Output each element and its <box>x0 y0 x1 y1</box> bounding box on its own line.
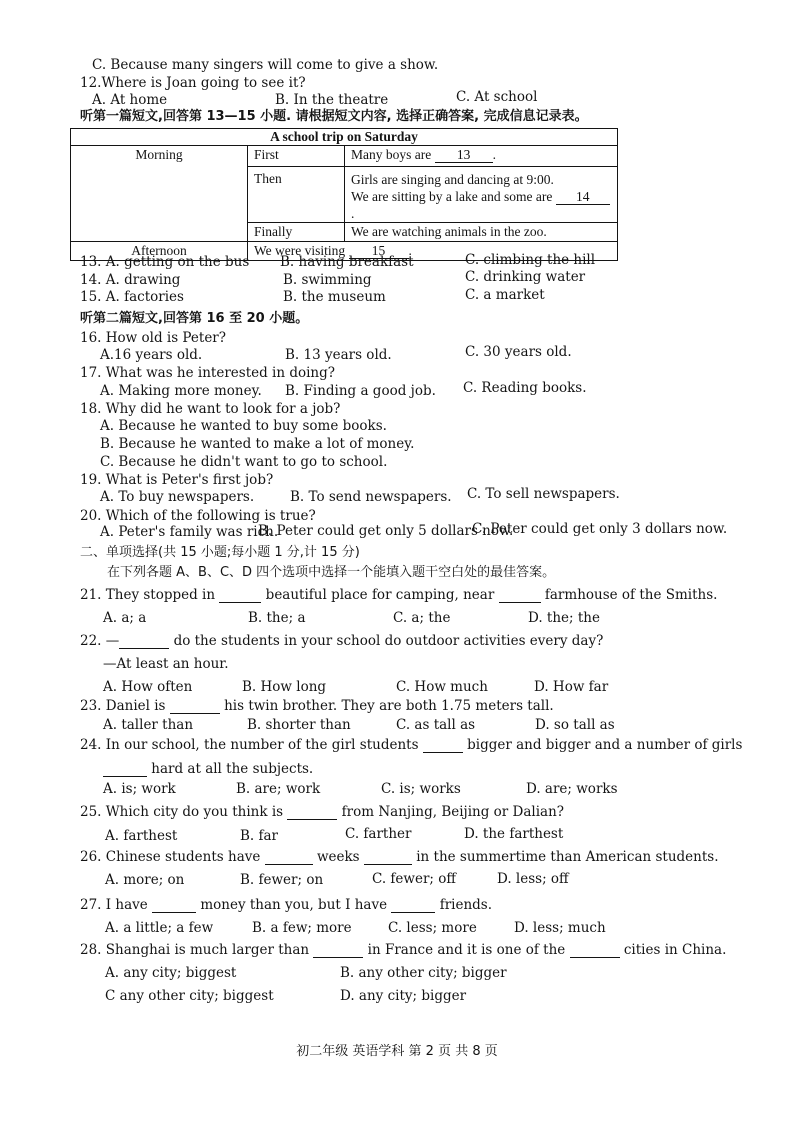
q23-option-b: B. shorter than <box>247 717 351 733</box>
q28-part-2: in France and it is one of the <box>367 942 566 958</box>
q24-option-a: A. is; work <box>103 781 176 797</box>
q22-reply: —At least an hour. <box>103 656 229 672</box>
q19-stem: 19. What is Peter's first job? <box>80 472 274 488</box>
section-listening-1-heading: 听第一篇短文,回答第 13—15 小题. 请根据短文内容, 选择正确答案, 完成信息记录表。 <box>80 109 588 124</box>
q24-option-b: B. are; work <box>236 781 321 797</box>
q28-part-3: cities in China. <box>623 942 727 958</box>
q16-stem: 16. How old is Peter? <box>80 330 226 346</box>
q12-option-b: B. In the theatre <box>275 92 389 108</box>
q21-blank-2 <box>499 588 541 603</box>
q24-blank-2 <box>103 762 147 777</box>
q17-option-c: C. Reading books. <box>463 380 587 396</box>
q25-part-2: from Nanjing, Beijing or Dalian? <box>341 804 565 820</box>
table-title: A school trip on Saturday <box>71 129 618 146</box>
q21-option-c: C. a; the <box>393 610 451 626</box>
q19-option-a: A. To buy newspapers. <box>100 489 255 505</box>
q23-part-1: 23. Daniel is <box>80 698 166 714</box>
q14-option-b: B. swimming <box>283 272 372 288</box>
q26-option-c: C. fewer; off <box>372 871 456 887</box>
q19-option-c: C. To sell newspapers. <box>467 486 620 502</box>
q24-part-1: 24. In our school, the number of the girl students <box>80 737 419 753</box>
q16-option-b: B. 13 years old. <box>285 347 392 363</box>
q18-option-a: A. Because he wanted to buy some books. <box>100 418 387 434</box>
q27-stem <box>80 897 492 914</box>
then-line-2-wrap: We are sitting by a lake and some are 14. <box>351 188 611 222</box>
q23-option-c: C. as tall as <box>396 717 476 733</box>
q21-option-d: D. the; the <box>528 610 600 626</box>
then-label: Then <box>248 167 345 223</box>
q23-option-a: A. taller than <box>103 717 194 733</box>
q13-option-c: C. climbing the hill <box>465 252 596 268</box>
q22-stem <box>80 633 603 650</box>
q25-blank <box>287 805 337 820</box>
q17-stem: 17. What was he interested in doing? <box>80 365 336 381</box>
school-trip-table <box>70 128 618 261</box>
first-text: Many boys are <box>351 147 432 162</box>
q27-part-2: money than you, but I have <box>200 897 388 913</box>
q21-part-2: beautiful place for camping, near <box>265 587 495 603</box>
q26-part-1: 26. Chinese students have <box>80 849 261 865</box>
q12-option-c: C. At school <box>456 89 538 105</box>
then-content <box>345 167 618 223</box>
q26-option-b: B. fewer; on <box>240 872 324 888</box>
q25-part-1: 25. Which city do you think is <box>80 804 284 820</box>
q25-option-d: D. the farthest <box>464 826 564 842</box>
q28-option-d: D. any city; bigger <box>340 988 467 1004</box>
q15-option-a: 15. A. factories <box>80 289 184 305</box>
page-footer: 初二年级 英语学科 第 2 页 共 8 页 <box>296 1044 498 1059</box>
q21-part-1: 21. They stopped in <box>80 587 216 603</box>
q22-option-b: B. How long <box>242 679 327 695</box>
q27-part-3: friends. <box>439 897 493 913</box>
q23-blank <box>170 699 220 714</box>
q25-option-a: A. farthest <box>105 828 178 844</box>
q12-stem: 12.Where is Joan going to see it? <box>80 75 306 91</box>
q14-option-c: C. drinking water <box>465 269 586 285</box>
q28-option-b: B. any other city; bigger <box>340 965 507 981</box>
first-label: First <box>248 146 345 167</box>
q23-stem <box>80 698 554 715</box>
q17-option-b: B. Finding a good job. <box>285 383 436 399</box>
q16-option-c: C. 30 years old. <box>465 344 572 360</box>
q16-option-a: A.16 years old. <box>100 347 203 363</box>
q21-stem <box>80 587 717 604</box>
q13-option-a: 13. A. getting on the bus <box>80 254 250 270</box>
q24-stem <box>80 737 742 754</box>
q15-option-b: B. the museum <box>283 289 386 305</box>
afternoon-cell: Afternoon <box>71 242 248 261</box>
q25-stem <box>80 804 564 821</box>
q28-option-a: A. any city; biggest <box>105 965 237 981</box>
q23-option-d: D. so tall as <box>535 717 615 733</box>
then-line-1: Girls are singing and dancing at 9:00. <box>351 172 554 187</box>
q22-part-1: 22. — <box>80 633 120 649</box>
blank-14: 14 <box>556 190 610 205</box>
q21-blank-1 <box>219 588 261 603</box>
blank-13: 13 <box>435 148 493 163</box>
q23-part-2: his twin brother. They are both 1.75 meters tall. <box>224 698 554 714</box>
afternoon-text: We were visiting <box>254 243 346 258</box>
q27-blank-2 <box>391 898 435 913</box>
first-content: Many boys are 13 . <box>345 146 618 167</box>
q18-option-c: C. Because he didn't want to go to school. <box>100 454 388 470</box>
q22-part-2: do the students in your school do outdoor activities every day? <box>173 633 604 649</box>
section-2-instructions: 在下列各题 A、B、C、D 四个选项中选择一个能填入题干空白处的最佳答案。 <box>107 565 556 580</box>
q28-stem <box>80 942 726 959</box>
q20-option-b: B. Peter could get only 5 dollars now. <box>258 523 514 539</box>
q21-option-a: A. a; a <box>103 610 147 626</box>
q28-blank-1 <box>313 943 363 958</box>
q27-option-b: B. a few; more <box>252 920 352 936</box>
q28-blank-2 <box>570 943 620 958</box>
section-listening-2-heading: 听第二篇短文,回答第 16 至 20 小题。 <box>80 311 309 326</box>
q24-option-d: D. are; works <box>526 781 618 797</box>
q27-option-c: C. less; more <box>388 920 477 936</box>
q20-option-c: C. Peter could get only 3 dollars now. <box>472 521 728 537</box>
q26-blank-2 <box>364 850 412 865</box>
q20-stem: 20. Which of the following is true? <box>80 508 316 524</box>
q18-stem: 18. Why did he want to look for a job? <box>80 401 341 417</box>
q20-option-a: A. Peter's family was rich. <box>100 524 279 540</box>
q24-part-3: hard at all the subjects. <box>151 761 314 777</box>
q21-option-b: B. the; a <box>248 610 306 626</box>
q24-option-c: C. is; works <box>381 781 461 797</box>
q26-blank-1 <box>265 850 313 865</box>
q15-option-c: C. a market <box>465 287 545 303</box>
blank-15: 15 <box>349 244 409 259</box>
q27-blank-1 <box>152 898 196 913</box>
q27-option-d: D. less; much <box>514 920 606 936</box>
section-2-title: 二、单项选择(共 15 小题;每小题 1 分,计 15 分) <box>80 545 360 560</box>
q26-option-a: A. more; on <box>105 872 185 888</box>
q22-option-d: D. How far <box>534 679 609 695</box>
q26-part-3: in the summertime than American students. <box>416 849 719 865</box>
q24-part-2: bigger and bigger and a number of girls <box>467 737 743 753</box>
afternoon-content: We were visiting 15 . <box>248 242 618 261</box>
q18-option-b: B. Because he wanted to make a lot of money. <box>100 436 415 452</box>
q26-stem <box>80 849 719 866</box>
morning-cell: Morning <box>71 146 248 242</box>
q27-part-1: 27. I have <box>80 897 148 913</box>
q13-option-b: B. having breakfast <box>280 254 414 270</box>
finally-content: We are watching animals in the zoo. <box>345 223 618 242</box>
q14-option-a: 14. A. drawing <box>80 272 181 288</box>
q22-option-a: A. How often <box>103 679 193 695</box>
q21-part-3: farmhouse of the Smiths. <box>544 587 718 603</box>
q12-option-a: A. At home <box>92 92 168 108</box>
q25-option-b: B. far <box>240 828 279 844</box>
q19-option-b: B. To send newspapers. <box>290 489 452 505</box>
q17-option-a: A. Making more money. <box>100 383 262 399</box>
q26-option-d: D. less; off <box>497 871 569 887</box>
q24-stem-line-2 <box>103 761 313 778</box>
q24-blank-1 <box>423 738 463 753</box>
finally-label: Finally <box>248 223 345 242</box>
q27-option-a: A. a little; a few <box>105 920 214 936</box>
q22-blank <box>119 634 169 649</box>
q25-option-c: C. farther <box>345 826 412 842</box>
q26-part-2: weeks <box>316 849 360 865</box>
q11-option-c: C. Because many singers will come to give a show. <box>92 57 439 73</box>
then-line-2: We are sitting by a lake and some are <box>351 189 553 204</box>
q28-part-1: 28. Shanghai is much larger than <box>80 942 310 958</box>
q28-option-c: C any other city; biggest <box>105 988 274 1004</box>
q22-option-c: C. How much <box>396 679 488 695</box>
